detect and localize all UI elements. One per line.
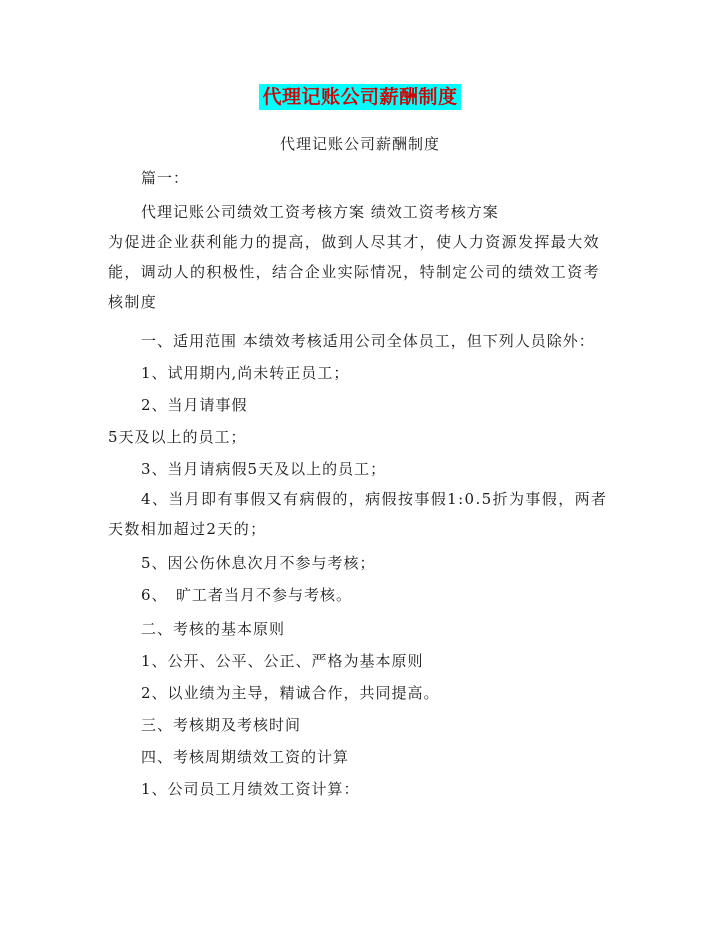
list-item: 1、试用期内,尚未转正员工； [141, 364, 350, 382]
intro-paragraph: 为促进企业获利能力的提高，做到人尽其才，使人力资源发挥最大效能，调动人的积极性，结合企业实际情况，特制定公司的绩效工资考核制度 [108, 233, 601, 311]
list-item: 5、因公伤休息次月不参与考核； [141, 554, 376, 572]
list-item: 4、当月即有事假又有病假的，病假按事假1:0.5折为事假，两者天数相加超过2天的； [108, 490, 608, 538]
list-item: 3、当月请病假5天及以上的员工； [141, 460, 387, 478]
scope-heading: 一、适用范围 本绩效考核适用公司全体员工，但下列人员除外： [141, 332, 595, 350]
list-item: 1、公开、公平、公正、严格为基本原则 [141, 652, 424, 670]
calculation-heading: 四、考核周期绩效工资的计算 [141, 748, 350, 766]
list-item: 6、 旷工者当月不参与考核。 [141, 586, 353, 604]
period-heading: 三、考核期及考核时间 [141, 716, 302, 734]
list-item: 2、当月请事假 [141, 396, 248, 414]
list-item: 2、以业绩为主导，精诚合作，共同提高。 [141, 684, 440, 702]
title-wrap [0, 84, 720, 110]
document-subtitle: 代理记账公司薪酬制度 [279, 135, 440, 153]
section-label: 篇一： [141, 169, 190, 187]
principles-heading: 二、考核的基本原则 [141, 620, 286, 638]
document-title: 代理记账公司薪酬制度 [259, 84, 460, 110]
list-item-continuation: 5天及以上的员工； [108, 428, 247, 446]
list-item: 1、公司员工月绩效工资计算： [141, 780, 360, 798]
scheme-heading: 代理记账公司绩效工资考核方案 绩效工资考核方案 [141, 203, 499, 221]
